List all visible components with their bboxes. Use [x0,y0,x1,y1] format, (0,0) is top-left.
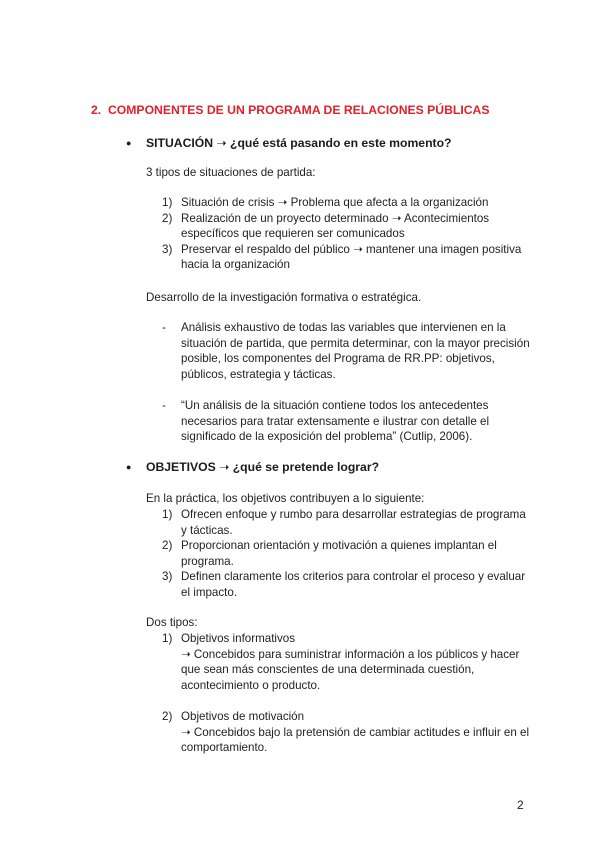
type-description: ➝ Concebidos bajo la pretensión de cambiar actitudes e influir en el comportamiento. [181,725,530,755]
list-number: 2) [162,710,173,723]
list-text: Definen claramente los criterios para controlar el proceso y evaluar el impacto. [181,570,526,599]
objetivos-title-text: OBJETIVOS ➝ ¿qué se pretende lograr? [146,460,380,474]
list-text: Situación de crisis ➝ Problema que afecta a la organización [181,196,489,209]
list-item [162,631,532,647]
types-list-motivacion [162,709,532,756]
list-number: 2) [162,211,173,225]
list-item [162,538,532,569]
development-intro: Desarrollo de la investigación formativa o estratégica. [146,291,422,304]
types-intro: Dos tipos: [146,616,198,629]
bullet-icon: ● [126,462,132,472]
type-description: ➝ Concebidos para suministrar información a los públicos y hacer que sean más conscientes de una determinada cuestión, acontecimiento o producto. [181,647,520,692]
list-text: Preservar el respaldo del público ➝ mantener una imagen positiva hacia la organización [181,242,522,272]
section-heading [91,103,489,119]
dash-marker: - [162,399,166,412]
list-text: Proporcionan orientación y motivación a quienes implantan el programa. [181,539,497,568]
list-number: 2) [162,539,173,553]
situacion-title [126,136,451,152]
list-item [162,211,532,242]
list-number: 3) [162,242,173,256]
list-number: 1) [162,196,173,209]
situacion-intro: 3 tipos de situaciones de partida: [146,166,316,179]
list-text: Ofrecen enfoque y rumbo para desarrollar estrategias de programa y tácticas. [181,508,526,537]
list-item [162,195,532,211]
analysis-list [162,320,532,382]
list-item [162,569,532,600]
list-text: Realización de un proyecto determinado ➝ Acontecimientos específicos que requieren ser comunicados [181,211,490,241]
type-title: Objetivos de motivación [181,710,305,723]
list-text: “Un análisis de la situación contiene todos los antecedentes necesarios para tratar extensamente e ilustrar con detalle el significado de la exposición del problema” (Cutlip, 2006). [181,399,490,444]
list-item [162,709,532,725]
types-list-informativos [162,631,532,693]
list-item [162,320,532,382]
list-number: 3) [162,570,173,584]
section-number: 2. [91,103,102,117]
list-number: 1) [162,632,173,645]
section-title: COMPONENTES DE UN PROGRAMA DE RELACIONES PÚBLICAS [108,103,490,117]
bullet-icon: ● [126,138,132,148]
list-text: Análisis exhaustivo de todas las variables que intervienen en la situación de partida, que permita determinar, con la mayor precisión posible, los componentes del Programa de RR.PP: objetivos, públicos, estrategia y tácticas. [181,321,530,381]
type-title: Objetivos informativos [181,632,296,645]
dash-marker: - [162,321,166,334]
objetivos-list [162,507,532,601]
quote-list [162,398,532,445]
situacion-list [162,195,532,273]
list-item [162,398,532,445]
list-number: 1) [162,508,173,521]
list-item [162,507,532,538]
page-number: 2 [517,798,524,812]
list-item [162,242,532,273]
objetivos-title [126,460,379,476]
situacion-title-text: SITUACIÓN ➝ ¿qué está pasando en este momento? [146,136,452,150]
objetivos-intro: En la práctica, los objetivos contribuyen a lo siguiente: [146,492,425,505]
